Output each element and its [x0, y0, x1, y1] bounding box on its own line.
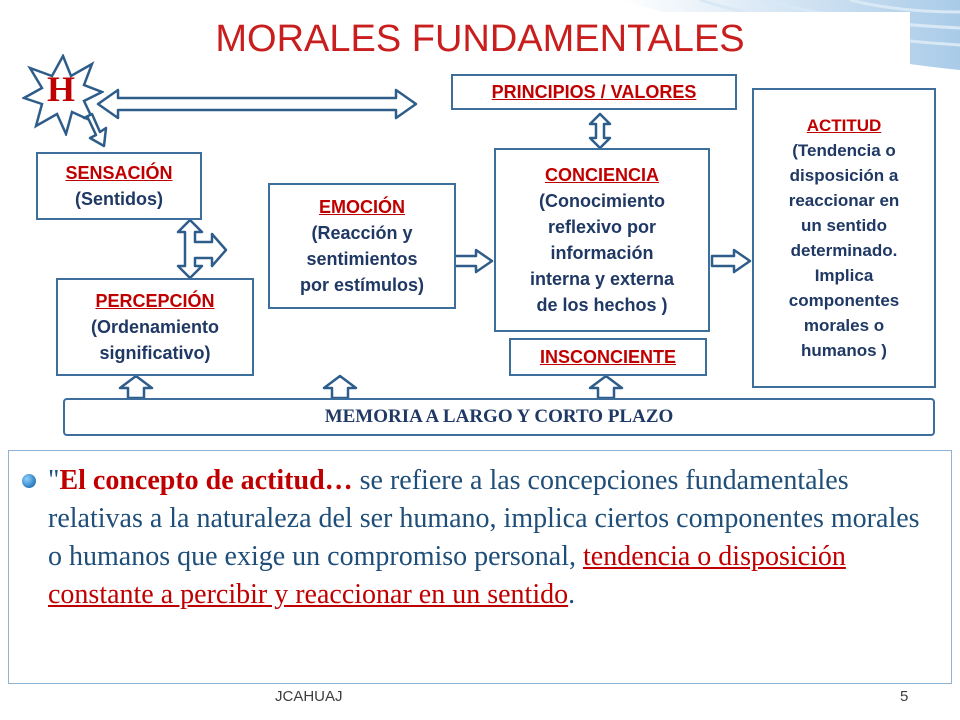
actitud-sub-4: un sentido: [801, 216, 887, 235]
star-letter: H: [46, 69, 75, 109]
actitud-sub-2: disposición a: [789, 166, 899, 185]
memoria-up-arrow-2: [324, 376, 356, 398]
bullet-icon: [22, 474, 36, 488]
emocion-head: EMOCIÓN: [318, 197, 405, 217]
actitud-sub-5: determinado.: [790, 241, 898, 260]
star-to-sensacion-arrow: [84, 114, 106, 146]
percepcion-box: [56, 278, 254, 376]
conciencia-head: CONCIENCIA: [544, 165, 659, 185]
sensacion-head: SENSACIÓN: [65, 163, 173, 183]
principios-box: [451, 74, 737, 110]
quote-open: ": [48, 465, 60, 496]
inconsciente-label: INSCONCIENTE: [539, 346, 676, 367]
sensacion-box: [36, 152, 202, 220]
emocion-sub-1: (Reacción y: [311, 223, 413, 243]
slide-title: MORALES FUNDAMENTALES: [50, 12, 910, 67]
conciencia-box: [494, 148, 710, 332]
sensacion-percepcion-arrow: [178, 220, 226, 278]
memoria-up-arrow-1: [120, 376, 152, 398]
actitud-sub-6: Implica: [814, 266, 874, 285]
conciencia-sub-4: interna y externa: [529, 269, 675, 289]
sensacion-sub: (Sentidos): [75, 189, 163, 209]
actitud-sub-3: reaccionar en: [788, 191, 900, 210]
actitud-sub-8: morales o: [803, 316, 885, 335]
emocion-box: [268, 183, 456, 309]
emocion-to-conciencia-arrow: [452, 250, 492, 272]
quote-end: .: [568, 579, 576, 610]
quote-text: [48, 462, 928, 614]
conciencia-sub-3: información: [550, 243, 654, 263]
actitud-box: [752, 88, 936, 388]
conciencia-sub-5: de los hechos ): [536, 295, 668, 315]
quote-underlined: tendencia o disposición constante a percibir y reaccionar en un sentido: [48, 541, 846, 610]
principios-label: PRINCIPIOS / VALORES: [491, 81, 697, 102]
memoria-bar: MEMORIA A LARGO Y CORTO PLAZO: [63, 398, 935, 436]
inconsciente-box: [509, 338, 707, 376]
actitud-sub-9: humanos ): [801, 341, 887, 360]
actitud-sub-1: (Tendencia o: [792, 141, 896, 160]
conciencia-sub-2: reflexivo por: [547, 217, 657, 237]
conciencia-sub-1: (Conocimiento: [539, 191, 665, 211]
actitud-head: ACTITUD: [806, 116, 882, 135]
footer-author: JCAHUAJ: [275, 688, 343, 705]
quote-bold: El concepto de actitud…: [59, 465, 353, 496]
quote-body: se refiere a las concepciones fundamentales relativas a la naturaleza del ser humano, implica ciertos componentes morales o humanos que exige un compromiso personal,: [48, 465, 920, 572]
principios-conciencia-arrow: [590, 114, 610, 148]
top-double-arrow: [98, 90, 416, 118]
emocion-sub-2: sentimientos: [306, 249, 418, 269]
footer-page-number: 5: [900, 688, 909, 705]
emocion-sub-3: por estímulos): [299, 275, 424, 295]
percepcion-head: PERCEPCIÓN: [95, 291, 215, 311]
actitud-sub-7: componentes: [788, 291, 900, 310]
percepcion-sub-2: significativo): [99, 343, 211, 363]
memoria-up-arrow-3: [590, 376, 622, 398]
conciencia-to-actitud-arrow: [712, 250, 750, 272]
percepcion-sub-1: (Ordenamiento: [90, 317, 219, 337]
